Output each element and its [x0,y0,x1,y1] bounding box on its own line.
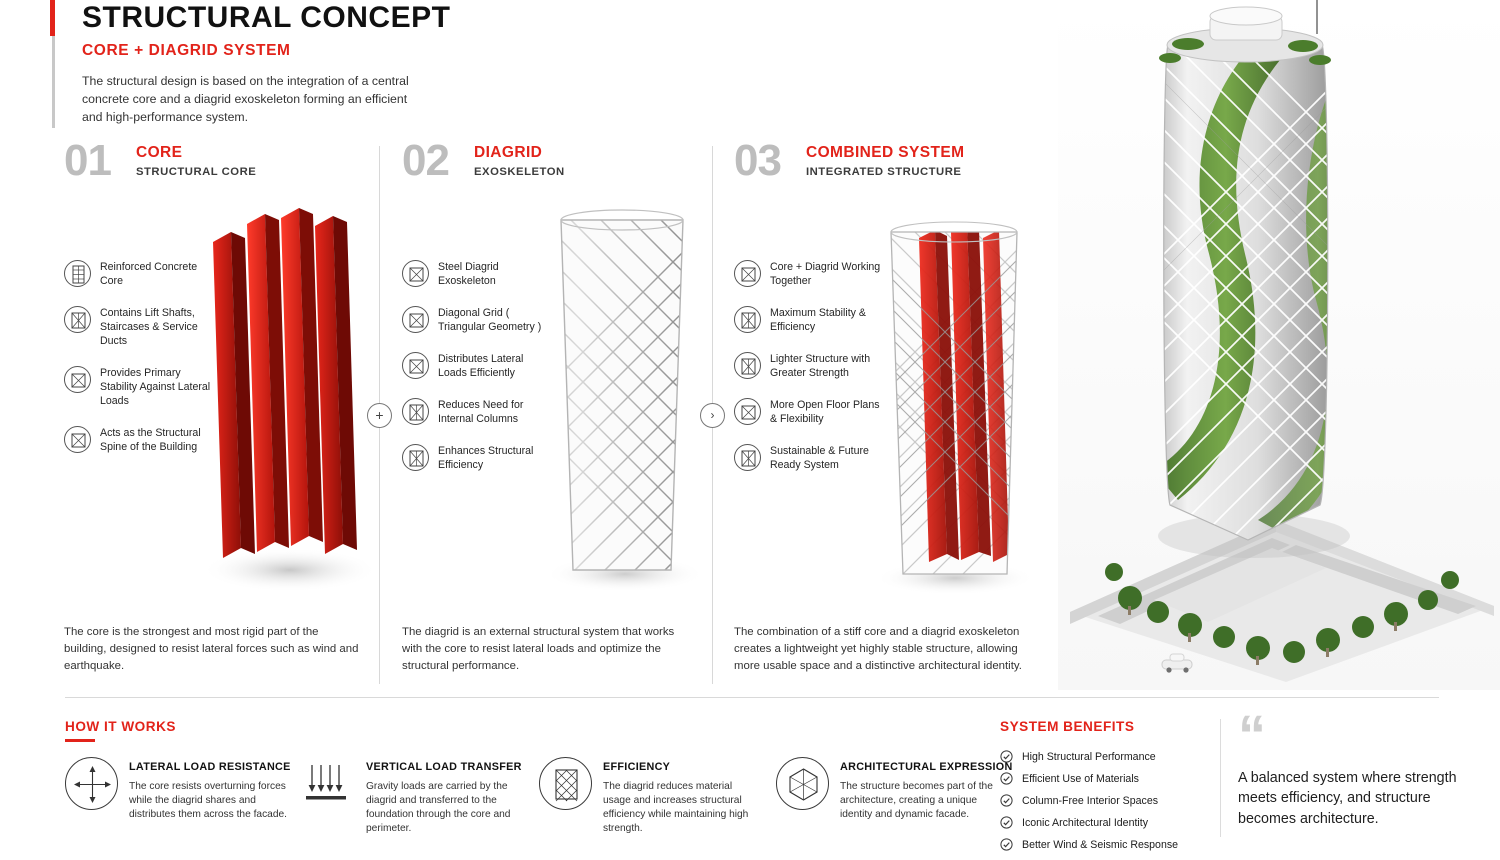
feature-label: Provides Primary Stability Against Lateral Loads [100,366,211,407]
how-it-works-item [539,757,776,836]
how-it-works-item [65,757,302,836]
max-stability-icon [734,306,761,333]
feature-label: Diagonal Grid ( Triangular Geometry ) [438,306,542,333]
feature-item [64,366,214,409]
lighter-structure-icon [734,352,761,379]
efficiency-icon [402,444,429,471]
arrow-connector-icon: › [700,403,725,428]
feature-label: Enhances Structural Efficiency [438,444,534,471]
feature-item [402,306,552,335]
quote-block [1238,703,1468,829]
feature-label: Acts as the Structural Spine of the Building [100,426,201,453]
page-subtitle: CORE + DIAGRID SYSTEM [82,41,291,59]
system-benefits-list [1000,750,1215,851]
how-it-works-item-desc: Gravity loads are carried by the diagrid and transferred to the foundation through the core and perimeter. [366,781,511,835]
benefit-label: Iconic Architectural Identity [1022,816,1149,829]
feature-item [64,306,214,349]
feature-label: Core + Diagrid Working Together [770,261,881,287]
feature-label: Reduces Need for Internal Columns [438,398,524,425]
efficiency-mesh-icon [539,757,592,810]
benefit-label: High Structural Performance [1022,750,1156,763]
feature-item [734,352,884,381]
feature-label: Lighter Structure with Greater Strength [770,352,871,379]
quote-mark-icon: “ [1238,703,1263,766]
column-core-caption: The core is the strongest and most rigid part of the building, designed to resist lateral forces such as wind and earthquake. [64,626,359,673]
column-combined-title: COMBINED SYSTEM [806,144,965,161]
how-it-works-section [65,719,1013,835]
how-it-works-underline [65,739,95,742]
column-diagrid-title: DIAGRID [474,144,543,161]
feature-label: Sustainable & Future Ready System [770,444,869,471]
how-it-works-item-desc: The diagrid reduces material usage and increases structural efficiency while maintaining high strength. [603,781,749,835]
core-column-icon [64,260,91,287]
spine-icon [64,426,91,453]
combined-3d-figure [865,202,1050,602]
architectural-expression-icon [776,757,829,810]
open-floorplan-icon [734,398,761,425]
feature-label: Reinforced Concrete Core [100,261,198,287]
feature-item [734,306,884,335]
page-title: STRUCTURAL CONCEPT [82,1,451,34]
how-it-works-item-title: VERTICAL LOAD TRANSFER [366,761,522,773]
column-diagrid-caption: The diagrid is an external structural system that works with the core to resist lateral loads and optimize the structural performance. [402,626,675,673]
column-core-feature-list [64,260,214,472]
column-core-subtitle: STRUCTURAL CORE [136,166,257,178]
intro-paragraph: The structural design is based on the integration of a central concrete core and a diagrid exoskeleton forming an efficient and high-performance system. [82,73,409,125]
header [52,0,612,127]
how-it-works-item [776,757,1013,836]
column-combined-feature-list [734,260,884,490]
feature-label: Contains Lift Shafts, Staircases & Service Ducts [100,306,198,347]
lateral-load-icon [402,352,429,379]
feature-item [402,352,552,381]
benefit-item [1000,750,1215,763]
feature-item [402,444,552,473]
bottom-section [0,697,1500,851]
feature-label: Steel Diagrid Exoskeleton [438,261,499,287]
quote-divider [1220,719,1221,837]
vertical-load-arrows-icon [302,757,355,810]
feature-item [64,260,214,289]
feature-item [64,426,214,455]
how-it-works-title: HOW IT WORKS [65,719,176,734]
core-3d-figure [195,202,380,602]
check-circle-icon [1000,794,1013,807]
column-core-title: CORE [136,144,183,161]
benefit-item [1000,772,1215,785]
how-it-works-items [65,757,1013,836]
diagrid-icon [402,260,429,287]
column-core [64,136,374,687]
how-it-works-item [302,757,539,836]
check-circle-icon [1000,750,1013,763]
bottom-divider [65,697,1439,698]
feature-item [734,260,884,289]
how-it-works-item-desc: The structure becomes part of the architecture, creating a unique identity and dynamic facade. [840,781,993,821]
how-it-works-item-desc: The core resists overturning forces while the diagrid shares and distributes them across the facade. [129,781,287,821]
column-diagrid-header [402,136,712,192]
quote-text: A balanced system where strength meets efficiency, and structure becomes architecture. [1238,770,1457,827]
column-diagrid-number: 02 [402,136,449,185]
combined-system-icon [734,260,761,287]
benefit-label: Better Wind & Seismic Response [1022,838,1179,851]
header-accent-bar [50,0,55,36]
concept-columns [52,136,1062,687]
column-combined-number: 03 [734,136,781,185]
system-benefits-title: SYSTEM BENEFITS [1000,719,1135,734]
column-diagrid [402,136,712,687]
column-combined-header [734,136,1044,192]
stability-icon [64,366,91,393]
tower-render-image [1058,0,1500,690]
feature-label: More Open Floor Plans & Flexibility [770,398,880,425]
column-diagrid-feature-list [402,260,552,490]
column-diagrid-subtitle: EXOSKELETON [474,166,565,178]
column-combined-subtitle: INTEGRATED STRUCTURE [806,166,962,178]
check-circle-icon [1000,772,1013,785]
how-it-works-item-title: ARCHITECTURAL EXPRESSION [840,761,1013,773]
benefit-label: Efficient Use of Materials [1022,772,1139,785]
system-benefits-section [1000,719,1215,860]
feature-label: Distributes Lateral Loads Efficiently [438,352,524,379]
column-free-icon [402,398,429,425]
column-combined-caption: The combination of a stiff core and a diagrid exoskeleton creates a lightweight yet highly stable structure, allowing more usable space and a distinctive architectural identity. [734,626,1022,673]
benefit-item [1000,794,1215,807]
lift-shaft-icon [64,306,91,333]
benefit-label: Column-Free Interior Spaces [1022,794,1159,807]
column-core-number: 01 [64,136,111,185]
lateral-load-arrows-icon [65,757,118,810]
how-it-works-item-title: LATERAL LOAD RESISTANCE [129,761,291,773]
how-it-works-item-title: EFFICIENCY [603,761,671,773]
column-combined [734,136,1044,687]
benefit-item [1000,816,1215,829]
sustainable-icon [734,444,761,471]
check-circle-icon [1000,816,1013,829]
column-core-header [64,136,374,192]
feature-item [402,398,552,427]
feature-item [734,398,884,427]
triangular-grid-icon [402,306,429,333]
plus-connector-icon: + [367,403,392,428]
feature-label: Maximum Stability & Efficiency [770,306,866,333]
feature-item [402,260,552,289]
feature-item [734,444,884,473]
diagrid-3d-figure [533,202,718,602]
